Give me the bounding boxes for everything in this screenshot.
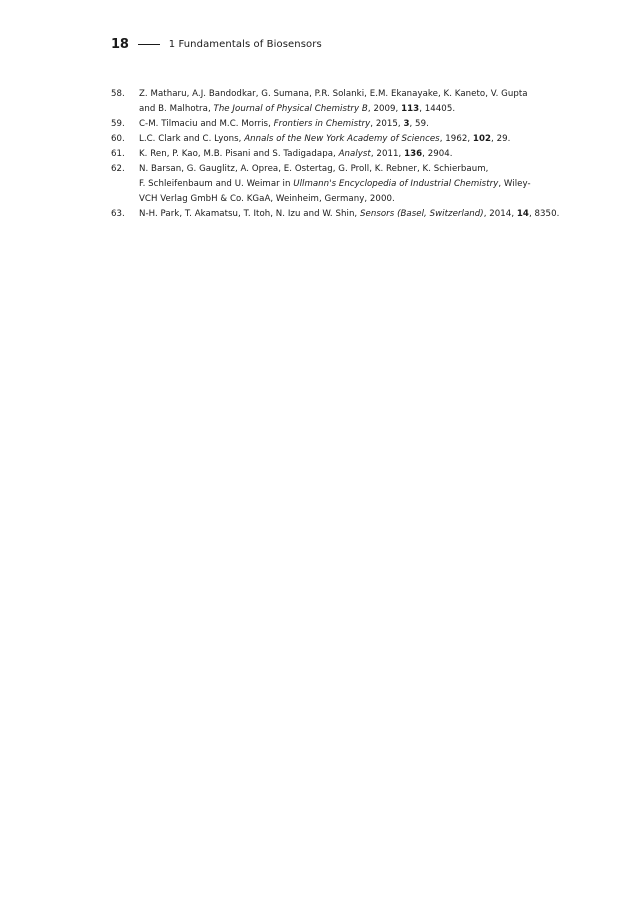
- journal-title: The Journal of Physical Chemistry B: [213, 104, 368, 114]
- reference-text: [139, 132, 571, 147]
- reference-line: VCH Verlag GmbH & Co. KGaA, Weinheim, Germany, 2000.: [139, 194, 395, 204]
- journal-title: Frontiers in Chemistry: [273, 119, 371, 129]
- reference-number: 62.: [111, 164, 125, 174]
- reference-number: 60.: [111, 134, 125, 144]
- running-header: [111, 35, 322, 53]
- reference-line: and B. Malhotra, The Journal of Physical Chemistry B, 2009, 113, 14405.: [139, 104, 456, 114]
- reference-text: [139, 117, 571, 132]
- reference-line: N-H. Park, T. Akamatsu, T. Itoh, N. Izu and W. Shin, Sensors (Basel, Switzerland), 2014, 14, 8350.: [139, 209, 560, 219]
- reference-item: [111, 87, 571, 117]
- reference-number: 58.: [111, 89, 125, 99]
- reference-line: C-M. Tilmaciu and M.C. Morris, Frontiers in Chemistry, 2015, 3, 59.: [139, 119, 429, 129]
- reference-item: [111, 117, 571, 132]
- reference-line: K. Ren, P. Kao, M.B. Pisani and S. Tadigadapa, Analyst, 2011, 136, 2904.: [139, 149, 453, 159]
- volume-number: 113: [401, 104, 420, 114]
- volume-number: 102: [472, 134, 492, 144]
- volume-number: 3: [403, 119, 410, 129]
- reference-number: 59.: [111, 119, 125, 129]
- reference-list: [111, 87, 571, 222]
- reference-text: [139, 162, 571, 207]
- reference-text: [139, 87, 571, 117]
- page-number: 18: [111, 36, 129, 52]
- reference-line: N. Barsan, G. Gauglitz, A. Oprea, E. Ostertag, G. Proll, K. Rebner, K. Schierbaum,: [139, 164, 489, 174]
- reference-item: [111, 147, 571, 162]
- reference-item: [111, 207, 571, 222]
- journal-title: Sensors (Basel, Switzerland): [360, 209, 484, 219]
- header-rule: [138, 44, 160, 45]
- reference-number: 63.: [111, 209, 125, 219]
- reference-line: Z. Matharu, A.J. Bandodkar, G. Sumana, P.R. Solanki, E.M. Ekanayake, K. Kaneto, V. Gupta: [139, 89, 528, 99]
- reference-text: [139, 207, 571, 222]
- journal-title: Analyst: [338, 149, 371, 159]
- reference-number: 61.: [111, 149, 125, 159]
- volume-number: 136: [404, 149, 423, 159]
- reference-text: [139, 147, 571, 162]
- reference-item: [111, 132, 571, 147]
- reference-line: L.C. Clark and C. Lyons, Annals of the New York Academy of Sciences, 1962, 102, 29.: [139, 134, 511, 144]
- volume-number: 14: [516, 209, 529, 219]
- reference-line: F. Schleifenbaum and U. Weimar in Ullmann's Encyclopedia of Industrial Chemistry, Wiley-: [139, 179, 531, 189]
- journal-title: Ullmann's Encyclopedia of Industrial Chemistry: [293, 179, 499, 189]
- running-title: 1 Fundamentals of Biosensors: [168, 38, 322, 50]
- reference-item: [111, 162, 571, 207]
- journal-title: Annals of the New York Academy of Sciences: [244, 134, 440, 144]
